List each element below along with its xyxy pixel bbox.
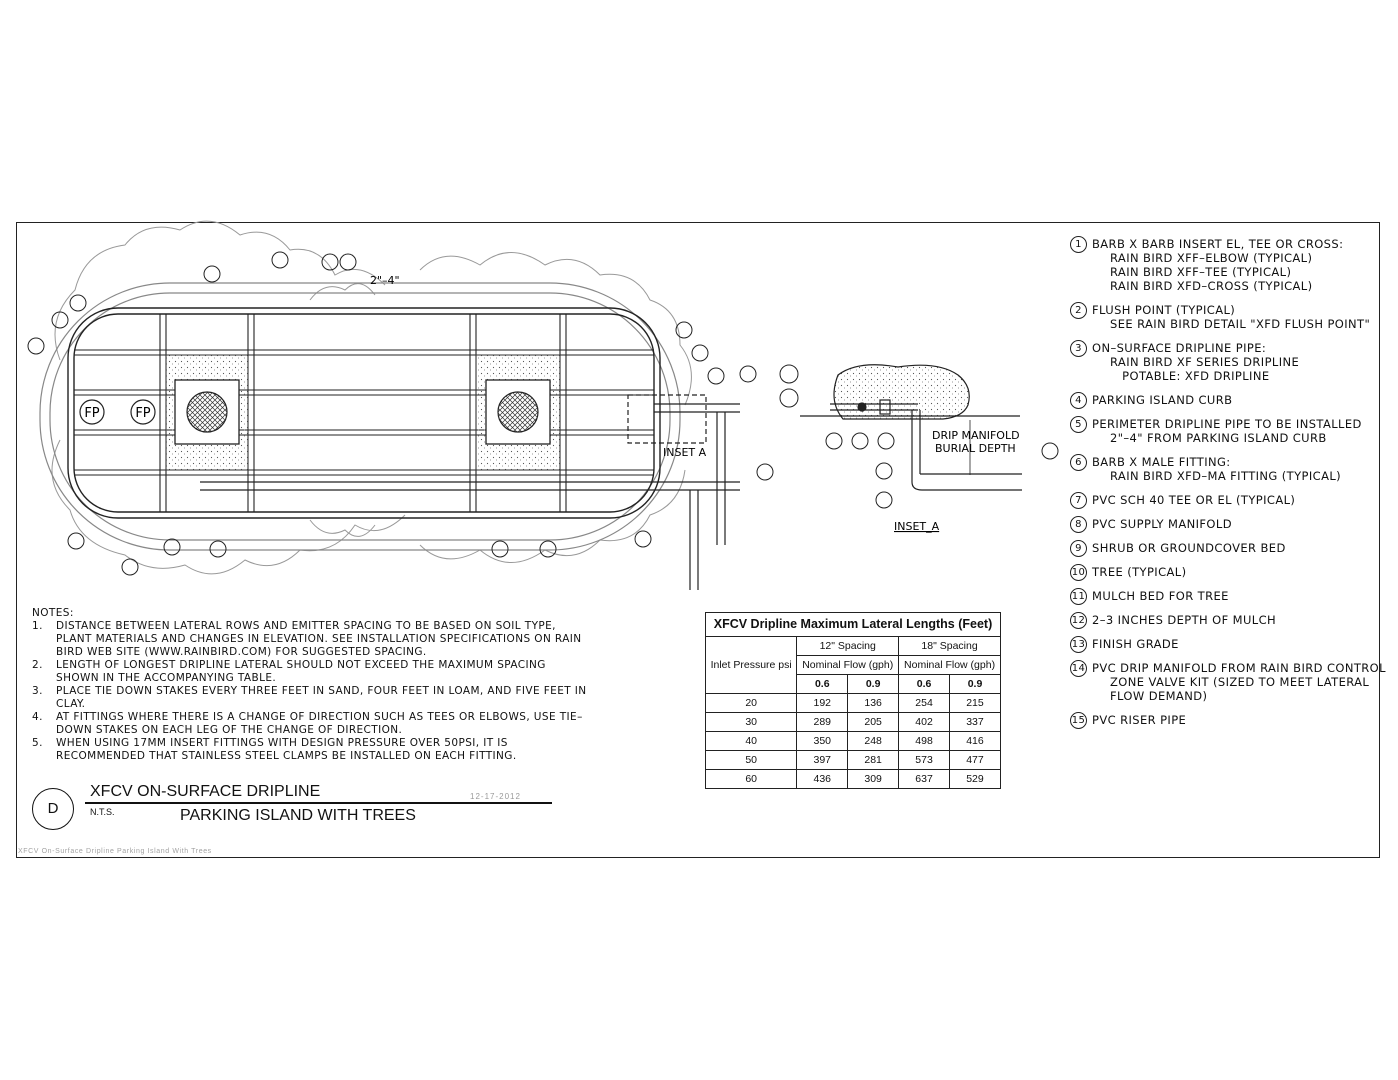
note-item — [32, 685, 592, 711]
legend-number: 3 — [1070, 340, 1087, 357]
legend-number: 11 — [1070, 588, 1087, 605]
legend-line: RAIN BIRD XFF–ELBOW (TYPICAL) — [1110, 251, 1313, 265]
note-number: 3. — [32, 685, 43, 697]
notes — [32, 607, 592, 763]
legend-line: SEE RAIN BIRD DETAIL "XFD FLUSH POINT" — [1110, 317, 1371, 331]
title-underline — [85, 802, 552, 804]
legend-line: MULCH BED FOR TREE — [1092, 589, 1229, 603]
inset-a-title: INSET_A — [894, 520, 940, 533]
table-cell: 498 — [899, 732, 950, 751]
table-cell: 192 — [797, 694, 848, 713]
table-cell: 215 — [949, 694, 1000, 713]
table-cell: 136 — [848, 694, 899, 713]
legend-number: 7 — [1070, 492, 1087, 509]
legend-line: POTABLE: XFD DRIPLINE — [1110, 369, 1270, 383]
lateral-length-table-wrap — [705, 612, 1001, 789]
legend-item-1 — [1070, 237, 1390, 293]
legend-line: ZONE VALVE KIT (SIZED TO MEET LATERAL — [1110, 675, 1370, 689]
legend-line: PVC SUPPLY MANIFOLD — [1092, 517, 1232, 531]
note-text: WHEN USING 17MM INSERT FITTINGS WITH DESIGN PRESSURE OVER 50PSI, IT IS RECOMMENDED THAT STAINLESS STEEL CLAMPS BE INSTALLED ON EACH FITTING. — [56, 737, 517, 762]
note-number: 1. — [32, 620, 43, 632]
table-cell: 637 — [899, 770, 950, 789]
legend-item-13 — [1070, 637, 1390, 651]
legend-number: 1 — [1070, 236, 1087, 253]
note-text: PLACE TIE DOWN STAKES EVERY THREE FEET IN SAND, FOUR FEET IN LOAM, AND FIVE FEET IN CLAY. — [56, 685, 587, 710]
group-12in: 12" Spacing — [797, 637, 899, 656]
legend — [1070, 237, 1390, 737]
legend-line: PERIMETER DRIPLINE PIPE TO BE INSTALLED — [1092, 417, 1362, 431]
table-cell: 337 — [949, 713, 1000, 732]
legend-line: ON–SURFACE DRIPLINE PIPE: — [1092, 341, 1267, 355]
legend-item-9 — [1070, 541, 1390, 555]
note-item — [32, 737, 592, 763]
table-row — [706, 732, 1001, 751]
legend-line: SHRUB OR GROUNDCOVER BED — [1092, 541, 1286, 555]
legend-line: BARB X BARB INSERT EL, TEE OR CROSS: — [1092, 237, 1344, 251]
table-cell: 416 — [949, 732, 1000, 751]
detail-subtitle: PARKING ISLAND WITH TREES — [180, 807, 416, 824]
detail-title: XFCV ON-SURFACE DRIPLINE — [90, 783, 321, 800]
flow-0: 0.6 — [797, 675, 848, 694]
legend-line: FLUSH POINT (TYPICAL) — [1092, 303, 1236, 317]
note-item — [32, 711, 592, 737]
legend-line: PVC SCH 40 TEE OR EL (TYPICAL) — [1092, 493, 1296, 507]
legend-item-8 — [1070, 517, 1390, 531]
flow-1: 0.9 — [848, 675, 899, 694]
perimeter-dripline — [68, 308, 660, 518]
table-cell: 289 — [797, 713, 848, 732]
legend-item-11 — [1070, 589, 1390, 603]
notes-title: NOTES: — [32, 607, 74, 619]
inset-a-label: INSET A — [663, 446, 707, 459]
legend-number: 9 — [1070, 540, 1087, 557]
legend-line: RAIN BIRD XFF–TEE (TYPICAL) — [1110, 265, 1292, 279]
legend-item-14 — [1070, 661, 1390, 703]
legend-item-15 — [1070, 713, 1390, 727]
note-number: 2. — [32, 659, 43, 671]
note-item — [32, 620, 592, 659]
file-name: XFCV On-Surface Dripline Parking Island With Trees — [18, 848, 212, 855]
table-cell: 397 — [797, 751, 848, 770]
table-cell: 402 — [899, 713, 950, 732]
table-row — [706, 713, 1001, 732]
spacing-dimension: 2"–4" — [370, 274, 400, 287]
legend-line: BARB X MALE FITTING: — [1092, 455, 1231, 469]
legend-item-6 — [1070, 455, 1390, 483]
table-cell: 281 — [848, 751, 899, 770]
legend-item-3 — [1070, 341, 1390, 383]
legend-number: 5 — [1070, 416, 1087, 433]
table-caption: XFCV Dripline Maximum Lateral Lengths (Feet) — [706, 613, 1001, 637]
legend-line: RAIN BIRD XFD–CROSS (TYPICAL) — [1110, 279, 1313, 293]
table-cell: 529 — [949, 770, 1000, 789]
inset-a-detail — [800, 365, 1022, 490]
legend-line: 2"–4" FROM PARKING ISLAND CURB — [1110, 431, 1327, 445]
detail-date: 12-17-2012 — [470, 792, 521, 801]
note-text: DISTANCE BETWEEN LATERAL ROWS AND EMITTER SPACING TO BE BASED ON SOIL TYPE, PLANT MATERIALS AND CHANGES IN ELEVATION. SEE INSTALLATION SPECIFICATIONS ON RAIN BIRD WEB SITE (WWW.RAINBIRD.COM) FOR SUGGESTED SPACING. — [56, 620, 582, 658]
table-cell: 20 — [706, 694, 797, 713]
legend-number: 15 — [1070, 712, 1087, 729]
table-cell: 205 — [848, 713, 899, 732]
table-cell: 309 — [848, 770, 899, 789]
legend-number: 8 — [1070, 516, 1087, 533]
legend-line: PVC RISER PIPE — [1092, 713, 1187, 727]
table-cell: 254 — [899, 694, 950, 713]
legend-line: FINISH GRADE — [1092, 637, 1179, 651]
note-text: LENGTH OF LONGEST DRIPLINE LATERAL SHOULD NOT EXCEED THE MAXIMUM SPACING SHOWN IN THE ACCOMPANYING TABLE. — [56, 659, 546, 684]
flow-label-12: Nominal Flow (gph) — [797, 656, 899, 675]
note-item — [32, 659, 592, 685]
note-number: 5. — [32, 737, 43, 749]
table-row — [706, 694, 1001, 713]
table-cell: 40 — [706, 732, 797, 751]
table-cell: 436 — [797, 770, 848, 789]
legend-line: PVC DRIP MANIFOLD FROM RAIN BIRD CONTROL — [1092, 661, 1386, 675]
table-cell: 248 — [848, 732, 899, 751]
legend-line: TREE (TYPICAL) — [1092, 565, 1187, 579]
tree-right — [498, 392, 538, 432]
title-block — [30, 783, 530, 831]
legend-item-5 — [1070, 417, 1390, 445]
scale-note: N.T.S. — [90, 807, 115, 817]
table-cell: 50 — [706, 751, 797, 770]
group-18in: 18" Spacing — [899, 637, 1001, 656]
table-cell: 477 — [949, 751, 1000, 770]
legend-number: 10 — [1070, 564, 1087, 581]
table-cell: 60 — [706, 770, 797, 789]
table-row — [706, 770, 1001, 789]
flush-point-2-label: FP — [135, 406, 151, 421]
legend-item-7 — [1070, 493, 1390, 507]
legend-number: 12 — [1070, 612, 1087, 629]
legend-item-12 — [1070, 613, 1390, 627]
legend-line: 2–3 INCHES DEPTH OF MULCH — [1092, 613, 1277, 627]
legend-item-2 — [1070, 303, 1390, 331]
legend-line: FLOW DEMAND) — [1110, 689, 1208, 703]
legend-number: 4 — [1070, 392, 1087, 409]
drip-manifold-text: DRIP MANIFOLD — [932, 429, 1020, 442]
table-cell: 573 — [899, 751, 950, 770]
flow-3: 0.9 — [949, 675, 1000, 694]
legend-line: RAIN BIRD XFD–MA FITTING (TYPICAL) — [1110, 469, 1342, 483]
lateral-length-table — [705, 612, 1001, 789]
flush-point-1-label: FP — [84, 406, 100, 421]
table-row — [706, 751, 1001, 770]
legend-number: 2 — [1070, 302, 1087, 319]
flow-2: 0.6 — [899, 675, 950, 694]
burial-depth-text: BURIAL DEPTH — [935, 442, 1016, 455]
tree-left — [187, 392, 227, 432]
legend-number: 14 — [1070, 660, 1087, 677]
row-header: Inlet Pressure psi — [706, 637, 797, 694]
flow-label-18: Nominal Flow (gph) — [899, 656, 1001, 675]
detail-letter: D — [32, 788, 74, 830]
table-cell: 350 — [797, 732, 848, 751]
legend-line: PARKING ISLAND CURB — [1092, 393, 1233, 407]
note-number: 4. — [32, 711, 43, 723]
legend-number: 6 — [1070, 454, 1087, 471]
legend-number: 13 — [1070, 636, 1087, 653]
note-text: AT FITTINGS WHERE THERE IS A CHANGE OF DIRECTION SUCH AS TEES OR ELBOWS, USE TIE–DOWN STAKES ON EACH LEG OF THE CHANGE OF DIRECTION. — [56, 711, 583, 736]
legend-line: RAIN BIRD XF SERIES DRIPLINE — [1110, 355, 1300, 369]
legend-item-4 — [1070, 393, 1390, 407]
legend-item-10 — [1070, 565, 1390, 579]
table-cell: 30 — [706, 713, 797, 732]
